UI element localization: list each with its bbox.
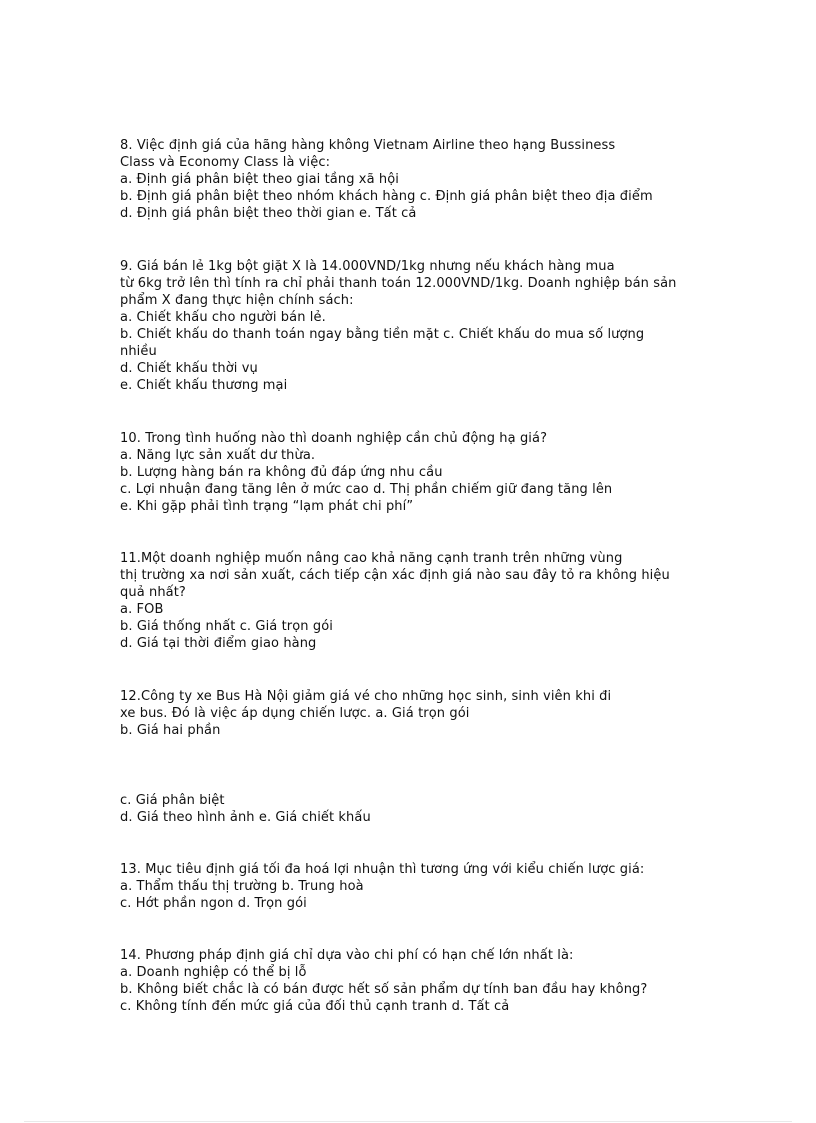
question-9-option-a: a. Chiết khấu cho người bán lẻ.	[120, 310, 326, 325]
question-11-stem-cont: thị trường xa nơi sản xuất, cách tiếp cận xác định giá nào sau đây tỏ ra không hiệu	[120, 568, 670, 583]
question-9-option-c-cont: nhiều	[120, 344, 157, 359]
question-8	[120, 137, 710, 222]
question-12-option-c: c. Giá phân biệt	[120, 793, 225, 808]
question-10-option-c-d: c. Lợi nhuận đang tăng lên ở mức cao d. Thị phần chiếm giữ đang tăng lên	[120, 482, 613, 497]
question-9-option-e: e. Chiết khấu thương mại	[120, 378, 288, 393]
question-10-option-a: a. Năng lực sản xuất dư thừa.	[120, 448, 316, 463]
question-12-stem-option-a: xe bus. Đó là việc áp dụng chiến lược. a. Giá trọn gói	[120, 706, 470, 721]
question-10-option-e: e. Khi gặp phải tình trạng “lạm phát chi phí”	[120, 499, 414, 514]
question-9-option-d: d. Chiết khấu thời vụ	[120, 361, 258, 376]
question-9-stem-cont: từ 6kg trở lên thì tính ra chỉ phải thanh toán 12.000VND/1kg. Doanh nghiệp bán sản	[120, 276, 677, 291]
question-8-option-a: a. Định giá phân biệt theo giai tầng xã hội	[120, 172, 399, 187]
question-9-stem: 9. Giá bán lẻ 1kg bột giặt X là 14.000VND/1kg nhưng nếu khách hàng mua	[120, 259, 615, 274]
question-14-stem: 14. Phương pháp định giá chỉ dựa vào chi phí có hạn chế lớn nhất là:	[120, 948, 574, 963]
question-9-stem-cont-2: phẩm X đang thực hiện chính sách:	[120, 293, 354, 308]
question-14	[120, 947, 710, 1015]
question-13-option-a-b: a. Thẩm thấu thị trường b. Trung hoà	[120, 879, 364, 894]
question-8-option-d-e: d. Định giá phân biệt theo thời gian e. Tất cả	[120, 206, 417, 221]
question-14-option-b: b. Không biết chắc là có bán được hết số sản phẩm dự tính ban đầu hay không?	[120, 982, 648, 997]
question-10-option-b: b. Lượng hàng bán ra không đủ đáp ứng nhu cầu	[120, 465, 443, 480]
question-11-option-d: d. Giá tại thời điểm giao hàng	[120, 636, 317, 651]
question-8-stem: 8. Việc định giá của hãng hàng không Vietnam Airline theo hạng Bussiness	[120, 138, 616, 153]
question-9	[120, 258, 710, 394]
question-11-option-b-c: b. Giá thống nhất c. Giá trọn gói	[120, 619, 333, 634]
question-11	[120, 550, 710, 652]
question-12-option-b: b. Giá hai phần	[120, 723, 221, 738]
question-11-stem-cont-2: quả nhất?	[120, 585, 186, 600]
question-14-option-a: a. Doanh nghiệp có thể bị lỗ	[120, 965, 307, 980]
question-8-option-b-c: b. Định giá phân biệt theo nhóm khách hàng c. Định giá phân biệt theo địa điểm	[120, 189, 653, 204]
question-12	[120, 688, 710, 739]
question-9-option-b-c: b. Chiết khấu do thanh toán ngay bằng tiền mặt c. Chiết khấu do mua số lượng	[120, 327, 645, 342]
question-10	[120, 430, 710, 515]
question-13	[120, 861, 710, 912]
question-13-stem: 13. Mục tiêu định giá tối đa hoá lợi nhuận thì tương ứng với kiểu chiến lược giá:	[120, 862, 645, 877]
question-12-continued	[120, 792, 710, 826]
question-14-option-c-d: c. Không tính đến mức giá của đối thủ cạnh tranh d. Tất cả	[120, 999, 510, 1014]
question-12-stem: 12.Công ty xe Bus Hà Nội giảm giá vé cho những học sinh, sinh viên khi đi	[120, 689, 612, 704]
question-8-stem-cont: Class và Economy Class là việc:	[120, 155, 331, 170]
page-bottom-edge	[24, 1121, 792, 1122]
question-11-option-a: a. FOB	[120, 602, 164, 617]
question-12-option-d-e: d. Giá theo hình ảnh e. Giá chiết khấu	[120, 810, 371, 825]
question-11-stem: 11.Một doanh nghiệp muốn nâng cao khả năng cạnh tranh trên những vùng	[120, 551, 623, 566]
question-13-option-c-d: c. Hớt phần ngon d. Trọn gói	[120, 896, 307, 911]
question-10-stem: 10. Trong tình huống nào thì doanh nghiệp cần chủ động hạ giá?	[120, 431, 548, 446]
